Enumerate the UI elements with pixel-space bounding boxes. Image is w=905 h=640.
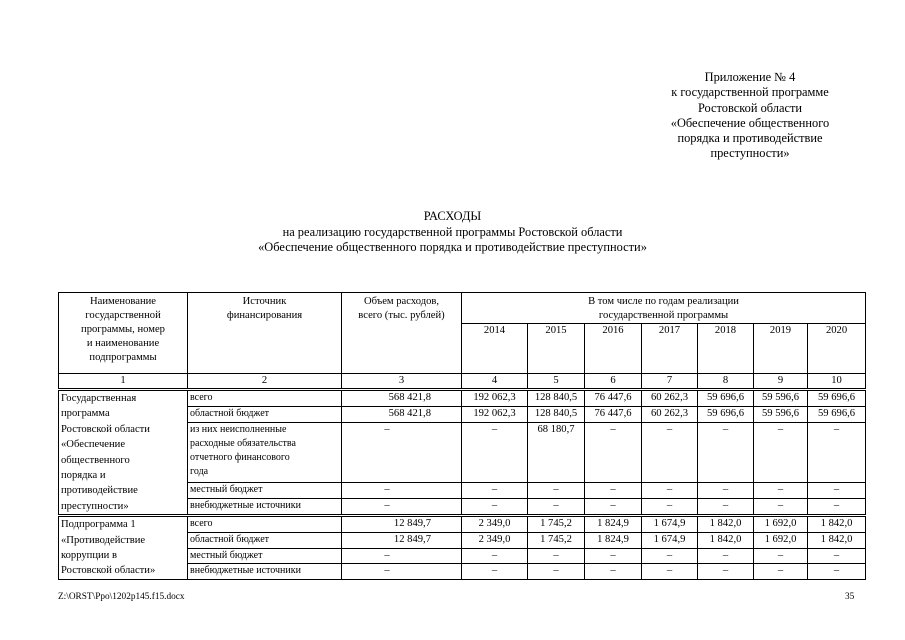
header-volume-line: всего (тыс. рублей) [358,310,445,321]
header-source-line: Источник [242,296,287,307]
year-amount: 1 842,0 [808,516,866,533]
year-amount: – [698,483,754,499]
year-amount: 60 262,3 [642,406,698,422]
column-index-row [59,374,866,390]
program-name-line: Ростовской области [61,423,150,435]
appendix-note [625,70,875,162]
funding-source-line: внебюджетные источники [190,500,301,512]
header-volume [342,293,462,374]
total-amount: 12 849,7 [342,516,462,533]
header-years-group-line: государственной программы [598,310,729,321]
year-amount: 76 447,6 [585,406,642,422]
year-amount: – [528,499,585,516]
year-amount: 59 596,6 [754,406,808,422]
year-amount: – [528,548,585,564]
column-index: 3 [342,374,462,390]
column-index: 9 [754,374,808,390]
header-year: 2017 [642,324,698,374]
header-name-line: Наименование [90,296,156,307]
funding-source-line: внебюджетные источники [190,565,301,577]
column-index: 4 [462,374,528,390]
funding-source-line: областной бюджет [190,533,270,545]
year-amount: 2 349,0 [462,516,528,533]
funding-source-line: из них неисполненные [190,423,287,435]
funding-source-line: всего [190,392,213,403]
year-amount: – [808,483,866,499]
funding-source [188,390,342,407]
year-amount: 59 696,6 [698,390,754,407]
header-years-group [462,293,866,324]
heading-program-name: «Обеспечение общественного порядка и противодействие преступности» [258,240,647,255]
year-amount: – [585,499,642,516]
year-amount: 1 745,2 [528,516,585,533]
year-amount: 1 842,0 [698,532,754,548]
year-amount: 1 842,0 [808,532,866,548]
year-amount: – [754,499,808,516]
appendix-line: «Обеспечение общественного [670,115,830,130]
year-amount: 68 180,7 [528,422,585,482]
year-amount: – [754,548,808,564]
year-amount: – [585,564,642,580]
year-amount: 1 674,9 [642,532,698,548]
funding-source-line: местный бюджет [190,484,263,496]
subprogram-row [59,516,866,533]
year-amount: 1 824,9 [585,532,642,548]
program-name-line: преступности» [61,500,129,512]
year-amount: 59 696,6 [698,406,754,422]
year-amount: 2 349,0 [462,532,528,548]
header-year: 2020 [808,324,866,374]
header-year: 2019 [754,324,808,374]
program-name-line: общественного [61,454,130,466]
column-index: 8 [698,374,754,390]
year-amount: 1 745,2 [528,532,585,548]
heading-subtitle-line: на реализацию государственной программы Ростовской области [282,224,623,239]
total-amount: – [342,483,462,499]
year-amount: – [698,548,754,564]
appendix-line: Приложение № 4 [704,70,796,84]
header-row [59,293,866,324]
year-amount: – [462,548,528,564]
year-amount: – [462,483,528,499]
year-amount: 192 062,3 [462,390,528,407]
total-amount: – [342,422,462,482]
funding-source-line: расходные обязательства [190,437,296,449]
year-amount: – [585,422,642,482]
appendix-line: к государственной программе [671,85,829,100]
year-amount: 59 696,6 [808,406,866,422]
year-amount: – [808,564,866,580]
year-amount: – [698,422,754,482]
header-year: 2015 [528,324,585,374]
year-amount: – [642,422,698,482]
funding-source [188,499,342,516]
year-amount: 59 596,6 [754,390,808,407]
appendix-line: Ростовской области [697,100,803,115]
header-name-line: государственной [85,310,161,321]
program-name-line: порядка и [61,470,106,482]
year-amount: – [462,499,528,516]
header-years-group-line: В том числе по годам реализации [588,296,739,307]
year-amount: 60 262,3 [642,390,698,407]
header-source [188,293,342,374]
funding-source-line: года [190,465,209,477]
header-source-line: финансирования [226,310,303,321]
funding-source-line: областной бюджет [190,407,270,419]
year-amount: – [642,548,698,564]
funding-source-line: отчетного финансового [190,451,290,463]
subprogram-name-line: коррупции в [61,550,117,562]
total-amount: – [342,548,462,564]
program-row [59,390,866,407]
year-amount: – [462,422,528,482]
year-amount: 1 842,0 [698,516,754,533]
subprogram-name-line: «Противодействие [61,534,146,546]
year-amount: – [754,483,808,499]
program-name-line: Государственная [61,393,137,404]
funding-source [188,483,342,499]
column-index: 7 [642,374,698,390]
year-amount: – [808,422,866,482]
year-amount: – [698,564,754,580]
appendix-line: преступности» [710,146,790,161]
year-amount: 1 692,0 [754,516,808,533]
total-amount: – [342,499,462,516]
year-amount: – [808,499,866,516]
program-name-line: противодействие [61,485,138,497]
year-amount: 128 840,5 [528,390,585,407]
year-amount: 59 696,6 [808,390,866,407]
subprogram-name [59,516,188,580]
subprogram-name-line: Подпрограмма 1 [61,519,136,531]
funding-source-line: всего [190,518,213,530]
year-amount: – [462,564,528,580]
header-volume-line: Объем расходов, [363,296,440,307]
column-index: 2 [188,374,342,390]
header-name-line: и наименование [86,338,160,349]
year-amount: 76 447,6 [585,390,642,407]
total-amount: – [342,564,462,580]
header-year: 2014 [462,324,528,374]
program-name [59,390,188,516]
heading-title: РАСХОДЫ [423,209,482,223]
column-index: 5 [528,374,585,390]
year-amount: – [528,564,585,580]
subprogram-name-line: Ростовской области» [61,565,156,577]
column-index: 6 [585,374,642,390]
year-amount: – [642,483,698,499]
funding-source [188,516,342,533]
year-amount: – [642,499,698,516]
year-amount: – [698,499,754,516]
year-amount: – [754,564,808,580]
year-amount: 1 824,9 [585,516,642,533]
total-amount: 568 421,8 [342,390,462,407]
header-name-line: программы, номер [81,324,165,335]
funding-source-line: местный бюджет [190,549,263,561]
year-amount: – [808,548,866,564]
document-heading [0,209,905,256]
header-year: 2016 [585,324,642,374]
funding-source [188,532,342,548]
expenses-table [58,292,866,580]
column-index: 10 [808,374,866,390]
program-name-line: программа [61,408,110,420]
total-amount: 12 849,7 [342,532,462,548]
funding-source [188,406,342,422]
program-name-line: «Обеспечение [61,439,126,451]
year-amount: – [528,483,585,499]
year-amount: 1 674,9 [642,516,698,533]
funding-source [188,422,342,482]
header-year: 2018 [698,324,754,374]
funding-source [188,548,342,564]
year-amount: – [754,422,808,482]
year-amount: – [642,564,698,580]
year-amount: 1 692,0 [754,532,808,548]
appendix-line: порядка и противодействие [677,131,823,146]
header-name [59,293,188,374]
year-amount: – [585,483,642,499]
page-number: 35 [845,592,855,602]
total-amount: 568 421,8 [342,406,462,422]
year-amount: 128 840,5 [528,406,585,422]
column-index: 1 [59,374,188,390]
year-amount: – [585,548,642,564]
footer-file-path: Z:\ORST\Ppo\1202p145.f15.docx [58,592,185,602]
header-name-line: подпрограммы [89,352,157,363]
funding-source [188,564,342,580]
year-amount: 192 062,3 [462,406,528,422]
